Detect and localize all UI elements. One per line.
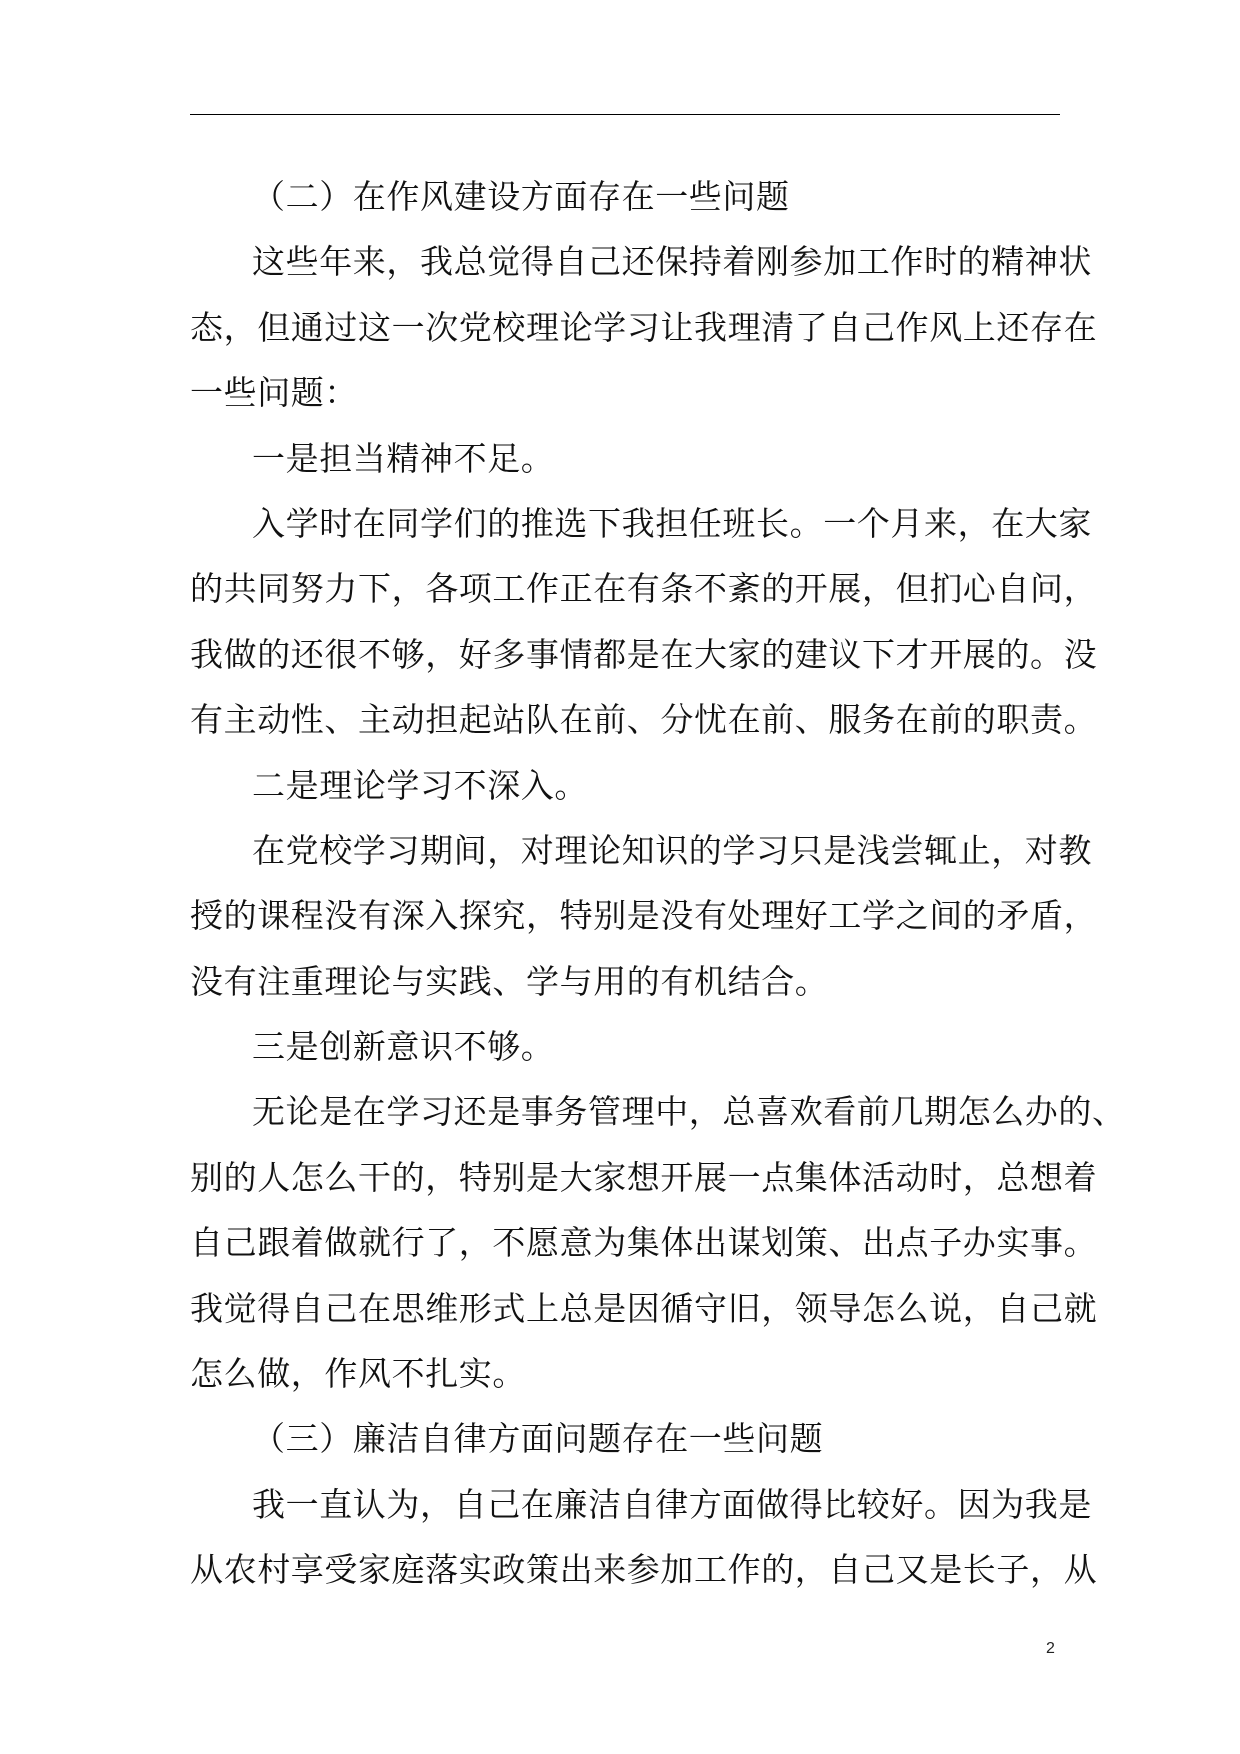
paragraph-line: 从农村享受家庭落实政策出来参加工作的，自己又是长子，从 (190, 1550, 1098, 1590)
paragraph-line: 怎么做，作风不扎实。 (190, 1354, 526, 1394)
paragraph-line: 我觉得自己在思维形式上总是因循守旧，领导怎么说，自己就 (190, 1288, 1098, 1328)
paragraph-line: 一些问题： (190, 373, 358, 413)
header-rule (190, 114, 1060, 115)
paragraph-line: 在党校学习期间，对理论知识的学习只是浅尝辄止，对教 (252, 830, 1092, 870)
paragraph-line: 授的课程没有深入探究，特别是没有处理好工学之间的矛盾， (190, 896, 1098, 936)
paragraph-line: 有主动性、主动担起站队在前、分忧在前、服务在前的职责。 (190, 700, 1098, 740)
paragraph-line: 我做的还很不够，好多事情都是在大家的建议下才开展的。没 (190, 634, 1098, 674)
subheading-line: 二是理论学习不深入。 (252, 765, 588, 805)
document-body (190, 164, 1126, 1603)
subheading-line: 一是担当精神不足。 (252, 438, 555, 478)
section-heading-2: （二）在作风建设方面存在一些问题 (252, 177, 790, 216)
paragraph-line: 无论是在学习还是事务管理中，总喜欢看前几期怎么办的、 (252, 1092, 1126, 1132)
section-heading-3: （三）廉洁自律方面问题存在一些问题 (252, 1419, 824, 1459)
paragraph-line: 的共同努力下，各项工作正在有条不紊的开展，但扪心自问， (190, 569, 1098, 609)
paragraph-line: 这些年来，我总觉得自己还保持着刚参加工作时的精神状 (252, 242, 1092, 282)
paragraph-line: 没有注重理论与实践、学与用的有机结合。 (190, 961, 829, 1001)
paragraph-line: 入学时在同学们的推选下我担任班长。一个月来，在大家 (252, 503, 1092, 543)
paragraph-line: 我一直认为，自己在廉洁自律方面做得比较好。因为我是 (252, 1484, 1092, 1524)
page-number: 2 (1046, 1640, 1055, 1657)
paragraph-line: 自己跟着做就行了，不愿意为集体出谋划策、出点子办实事。 (190, 1223, 1098, 1263)
subheading-line: 三是创新意识不够。 (252, 1027, 555, 1067)
paragraph-line: 态，但通过这一次党校理论学习让我理清了自己作风上还存在 (190, 307, 1098, 347)
paragraph-line: 别的人怎么干的，特别是大家想开展一点集体活动时，总想着 (190, 1157, 1098, 1197)
